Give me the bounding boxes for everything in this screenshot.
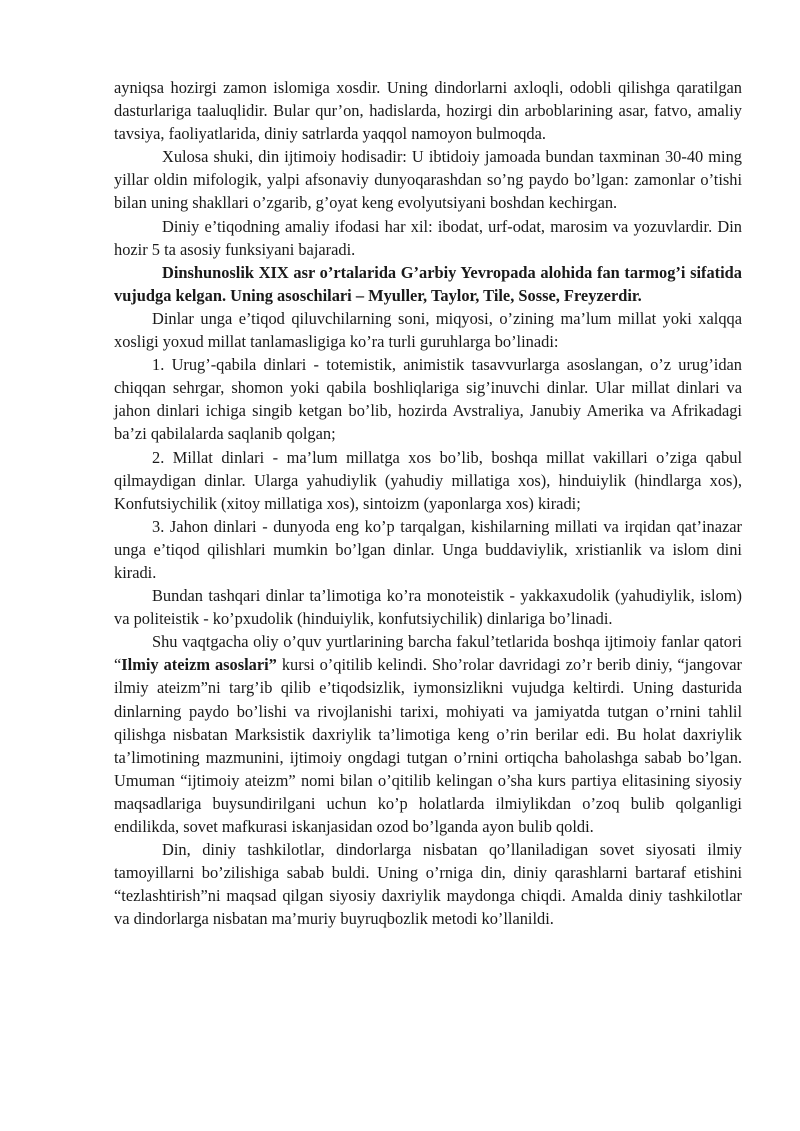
paragraph-continuation: ayniqsa hozirgi zamon islomiga xosdir. Uning dindorlarni axloqli, odobli qilishga qaratilgan dasturlariga taaluqlidir. Bular qur’on, hadislarda, hozirgi din arboblarining asar, fatvo, amaliy tavsiya, faoliyatlarida, diniy satrlarda yaqqol namoyon bulmoqda. [114,78,742,144]
paragraph-monotheism-polytheism: Bundan tashqari dinlar ta’limotiga ko’ra monoteistik - yakkaxudolik (yahudiylik, islom) va politeistik - ko’pxudolik (hinduiylik, konfutsiychilik) dinlariga bo’linadi. [114,586,742,629]
paragraph-religious-studies-bold: Dinshunoslik XIX asr o’rtalarida G’arbiy Yevropada alohida fan tarmog’i sifatida vujudga kelgan. Uning asoschilari – Myuller, Taylor, Tile, Sosse, Freyzerdir. [114,262,742,305]
paragraph-soviet-policy: Din, diniy tashkilotlar, dindorlarga nisbatan qo’llaniladigan sovet siyosati ilmiy tamoyillarni bo’zilishiga sabab buldi. Uning o’rniga din, diniy qarashlarni bartaraf etishini “tezlashtirish”ni maqsad qilgan siyosiy daxriylik maydonga chiqdi. Amalda diniy tashkilotlar va dindorlarga nisbatan ma’muriy buyruqbozlik metodi ko’llanildi. [114,840,742,929]
paragraph-conclusion: Xulosa shuki, din ijtimoiy hodisadir: U ibtidoiy jamoada bundan taxminan 30-40 ming yillar oldin mifologik, yalpi afsonaviy dunyoqarashdan so’ng paydo bo’lgan: zamonlar o’tishi bilan uning shakllari o’zgarib, g’oyat keng evolyutsiyani boshdan kechirgan. [114,147,742,213]
atheism-text-after: kursi o’qitilib kelindi. Sho’rolar davridagi zo’r berib diniy, “jangovar ilmiy ateizm”ni targ’ib qilib e’tiqodsizlik, iymonsizlikni vujudga keltirdi. Uning dasturida dinlarning paydo bo’lishi va rivojlanishi tarixi, mohiyati va jamiyatda tutgan o’rnini tahlil qilishga nisbatan Marksistik daxriylik ta’limotiga keng o’rin berilar edi. Bu holat daxriylik ta’limotining mazmunini, ijtimoiy ongdagi tutgan o’rnini ortiqcha baholashga sabab bo’lgan. Umuman “ijtimoiy ateizm” nomi bilan o’qitilib kelingan o’sha kurs partiya elitasining siyosiy maqsadlariga buysundirilgani uchun ko’p holatlarda ilmiylikdan o’zoq bulib qolganligi endilikda, sovet mafkurasi iskanjasidan ozod bo’lganda ayon bulib qoldi. [114,655,742,836]
document-page [114,76,742,930]
paragraph-classification-intro: Dinlar unga e’tiqod qiluvchilarning soni, miqyosi, o’zining ma’lum millat yoki xalqqa xosligi yoxud millat tanlamasligiga ko’ra turli guruhlarga bo’linadi: [114,308,742,352]
list-item-national-religions: 2. Millat dinlari - ma’lum millatga xos bo’lib, boshqa millat vakillari o’ziga qabul qilmaydigan dinlar. Ularga yahudiylik (yahudiy millatiga xos), hinduiylik (hindlarga xos), Konfutsiychilik (xitoy millatiga xos), sintoizm (yaponlarga xos) kiradi; [114,447,742,513]
paragraph-scientific-atheism [114,630,742,838]
atheism-course-title: Ilmiy ateizm asoslari” [121,655,277,675]
paragraph-religious-practice: Diniy e’tiqodning amaliy ifodasi har xil: ibodat, urf-odat, marosim va yozuvlardir. Din hozir 5 ta asosiy funksiyani bajaradi. [114,216,742,259]
list-item-world-religions: 3. Jahon dinlari - dunyoda eng ko’p tarqalgan, kishilarning millati va irqidan qat’inazar unga e’tiqod qilishlari mumkin bo’lgan dinlar. Unga buddaviylik, xristianlik va islom dini kiradi. [114,516,742,582]
list-item-tribal-religions: 1. Urug’-qabila dinlari - totemistik, animistik tasavvurlarga asoslangan, o’z urug’idan chiqqan sehrgar, shomon yoki qabila boshliqlariga sig’inuvchi dinlar. Ular millat dinlari va jahon dinlari ichiga singib ketgan bo’lib, hozirda Avstraliya, Janubiy Amerika va Afrikadagi ba’zi qabilalarda saqlanib qolgan; [114,355,742,444]
atheism-text-before: Shu vaqtgacha oliy o’quv yurtlarining barcha fakul’tetlarida boshqa ijtimoiy fanlar qatori “ [114,632,742,675]
